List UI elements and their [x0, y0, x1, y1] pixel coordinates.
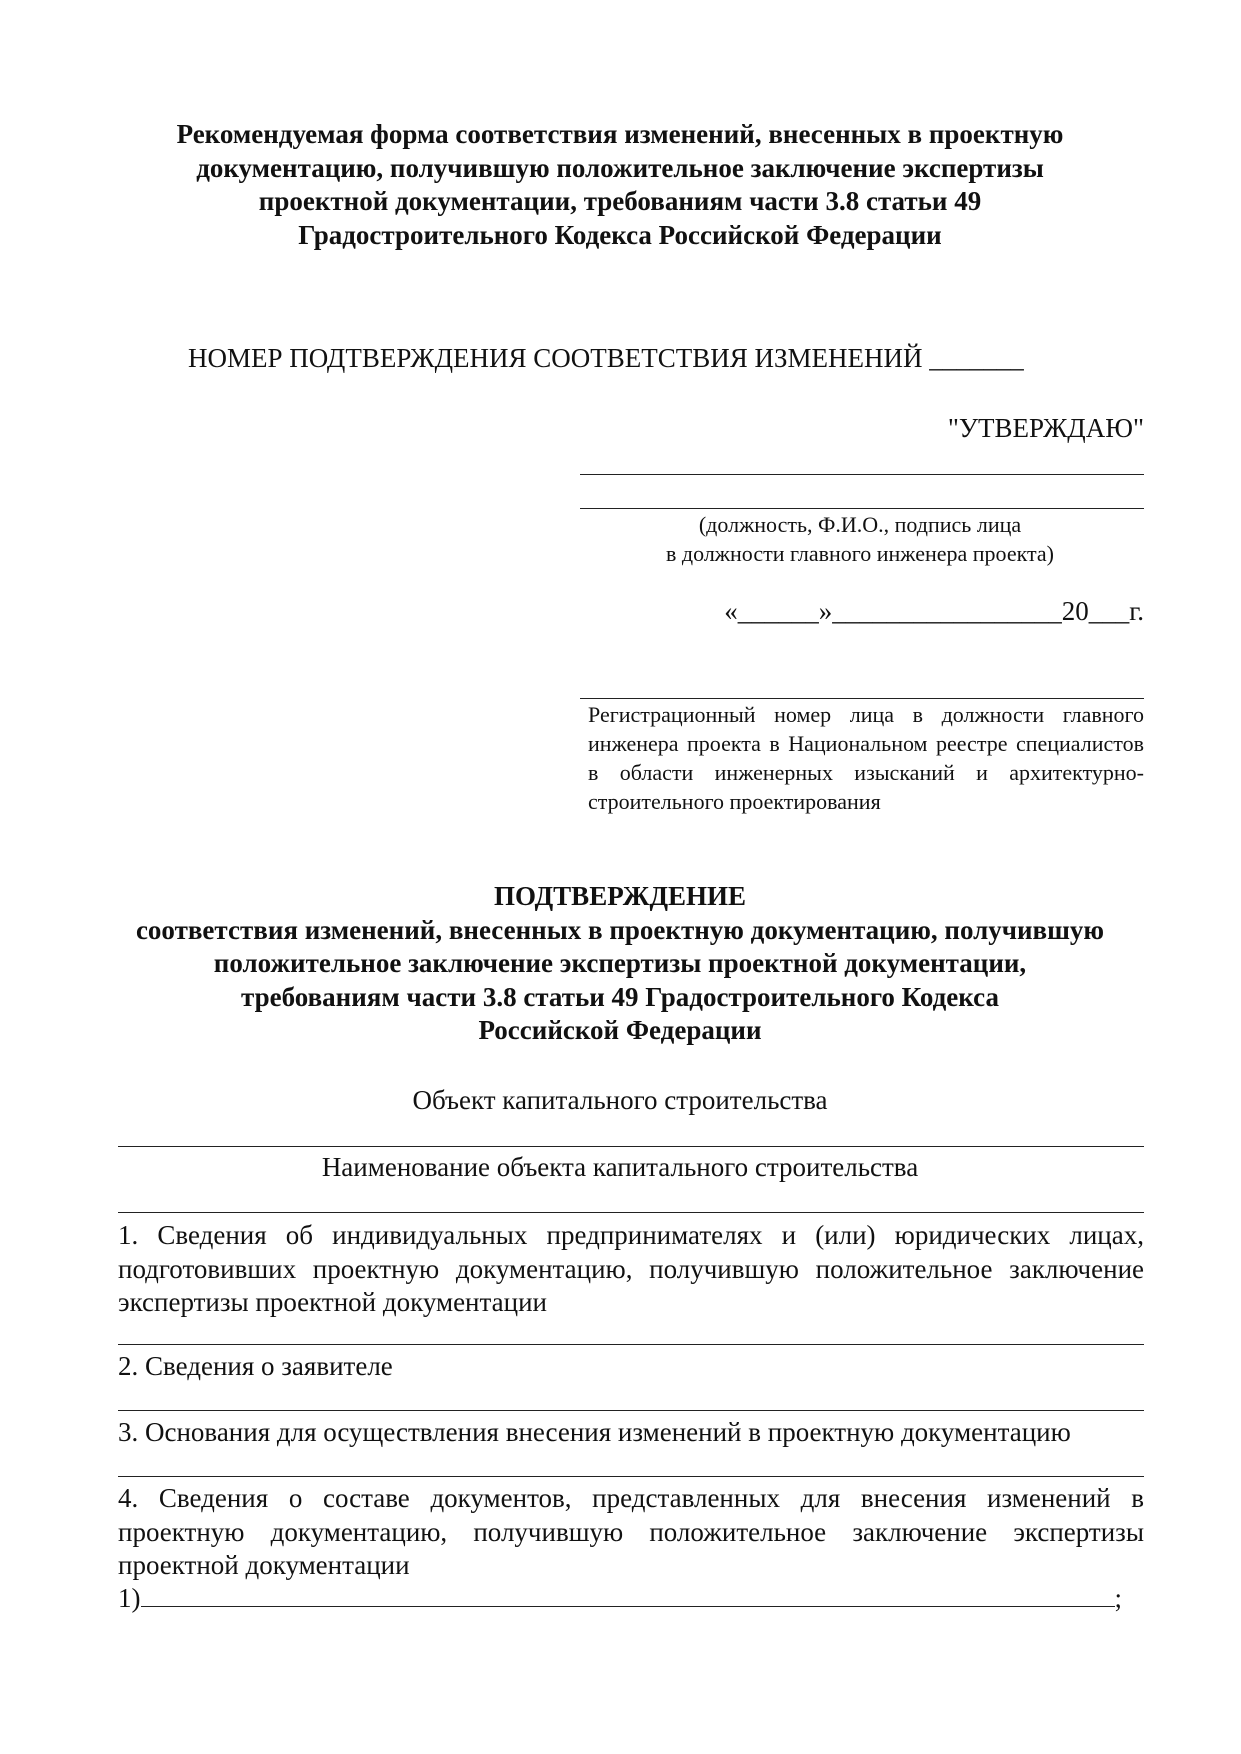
item-terminator: ;: [1114, 1583, 1123, 1613]
title-line: Рекомендуемая форма соответствия изменений, внесенных в проектную: [176, 119, 1064, 149]
section-1-line: [118, 1344, 1144, 1345]
section-4-text: 4. Сведения о составе документов, представленных для внесения изменений в проектную документацию, получившую положительное заключение экспертизы проектной документации: [118, 1483, 1144, 1580]
approval-date-line: «______»_________________20___г.: [724, 596, 1144, 626]
caption-line: в должности главного инженера проекта): [666, 541, 1054, 566]
subheading-line: Российской Федерации: [478, 1015, 762, 1045]
signature-caption: [580, 510, 1140, 568]
section-2-line: [118, 1410, 1144, 1411]
confirmation-heading: [100, 880, 1140, 1048]
section-2-text: 2. Сведения о заявителе: [118, 1351, 393, 1381]
subheading-line: требованиям части 3.8 статьи 49 Градостроительного Кодекса: [241, 981, 999, 1012]
section-3-line: [118, 1476, 1144, 1477]
section-1-text: 1. Сведения об индивидуальных предпринимателях и (или) юридических лицах, подготовивших проектную документацию, получившую положительное заключение экспертизы проектной документации: [118, 1220, 1144, 1317]
heading-line: ПОДТВЕРЖДЕНИЕ: [493, 881, 747, 911]
object-name-label: Наименование объекта капитального строительства: [321, 1152, 919, 1182]
subheading-line: соответствия изменений, внесенных в проектную документацию, получившую: [135, 914, 1105, 945]
item-number: 1): [118, 1583, 141, 1613]
object-line: [118, 1146, 1144, 1147]
caption-line: (должность, Ф.И.О., подпись лица: [698, 512, 1022, 537]
signature-line: [580, 474, 1144, 475]
list-item: [118, 1583, 1144, 1614]
approve-label: "УТВЕРЖДАЮ": [947, 413, 1144, 443]
signature-line: [580, 508, 1144, 509]
item-fill-line: [141, 1584, 1115, 1607]
object-label: Объект капитального строительства: [412, 1085, 828, 1115]
title-line: документацию, получившую положительное заключение экспертизы: [196, 152, 1044, 183]
subheading-line: положительное заключение экспертизы проектной документации,: [213, 948, 1027, 978]
registration-number-line: [580, 698, 1144, 699]
confirmation-number-line: НОМЕР ПОДТВЕРЖДЕНИЯ СООТВЕТСТВИЯ ИЗМЕНЕНИЙ _______: [188, 343, 1024, 373]
title-line: Градостроительного Кодекса Российской Федерации: [298, 219, 942, 250]
document-title: [100, 118, 1140, 252]
title-line: проектной документации, требованиям части 3.8 статьи 49: [258, 186, 982, 216]
section-3-text: 3. Основания для осуществления внесения изменений в проектную документацию: [118, 1417, 1071, 1447]
registration-caption: Регистрационный номер лица в должности главного инженера проекта в Национальном реестре специалистов в области инженерных изысканий и архитектурно-строительного проектирования: [588, 702, 1144, 814]
object-name-line: [118, 1212, 1144, 1213]
